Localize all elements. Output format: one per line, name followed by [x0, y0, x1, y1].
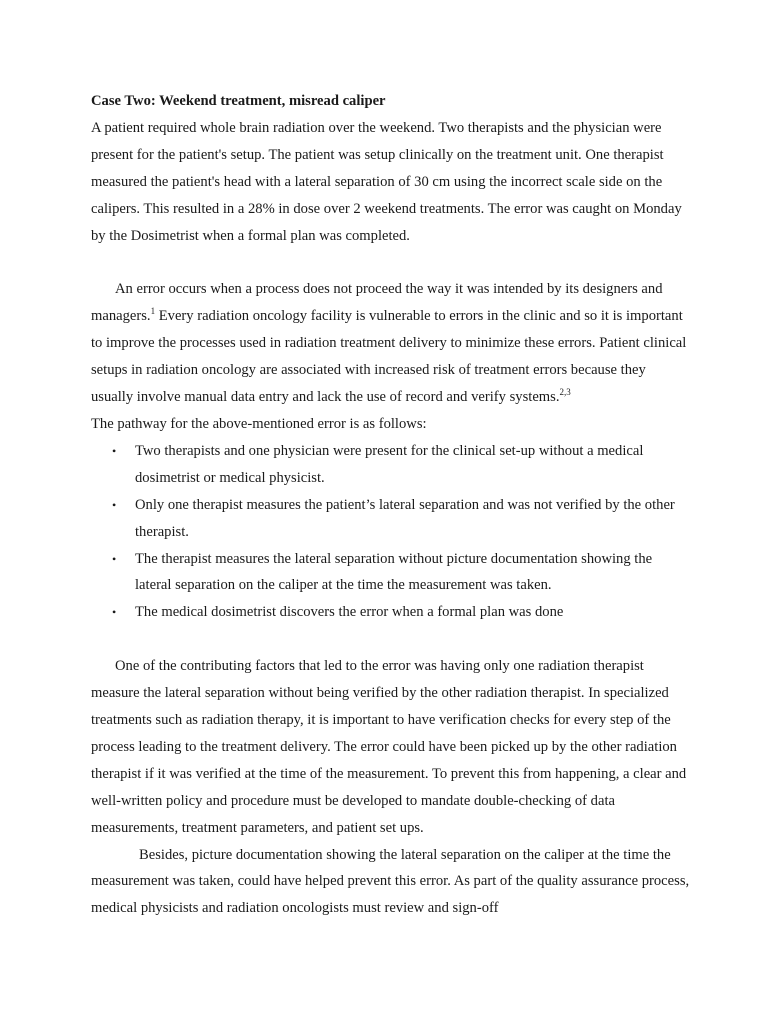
list-item: [91, 546, 691, 600]
paragraph-gap: [91, 626, 691, 653]
para2-part2: Every radiation oncology facility is vulnerable to errors in the clinic and so it is important to improve the processes used in radiation treatment delivery to minimize these errors. Patient clinical setups in radiation oncology are associated with increased risk of treatment errors because they usually involve manual data entry and lack the use of record and verify systems.: [91, 308, 687, 406]
contributing-factors-paragraph: One of the contributing factors that led to the error was having only one radiation therapist measure the lateral separation without being verified by the other radiation therapist. In specialized treatments such as radiation therapy, it is important to have verification checks for every step of the process leading to the treatment delivery. The error could have been picked up by the other radiation therapist if it was verified at the time of the measurement. To prevent this from happening, a clear and well-written policy and procedure must be developed to mandate double-checking of data measurements, treatment parameters, and patient set ups.: [91, 658, 687, 836]
list-item: [91, 492, 691, 546]
document-page: [91, 88, 691, 922]
bullet-icon: •: [112, 551, 117, 566]
paragraph-gap: [91, 249, 691, 276]
list-item: [91, 599, 691, 626]
pathway-intro: The pathway for the above-mentioned error is as follows:: [91, 415, 427, 432]
reference-2-3: 2,3: [559, 387, 571, 398]
list-item: [91, 438, 691, 492]
list-item-text: The therapist measures the lateral separation without picture documentation showing the lateral separation on the caliper at the time the measurement was taken.: [135, 550, 653, 594]
error-definition-paragraph: [91, 276, 691, 411]
bullet-icon: •: [112, 443, 117, 458]
para2-part1: An error occurs when a process does not proceed the way it was intended by its designers and managers.: [91, 281, 663, 325]
list-item-text: Only one therapist measures the patient’s lateral separation and was not verified by the other therapist.: [135, 496, 675, 540]
picture-documentation-paragraph: Besides, picture documentation showing the lateral separation on the caliper at the time the measurement was taken, could have helped prevent this error. As part of the quality assurance process, medical physicists and radiation oncologists must review and sign-off: [91, 846, 690, 917]
list-item-text: Two therapists and one physician were present for the clinical set-up without a medical dosimetrist or medical physicist.: [135, 442, 644, 486]
pathway-list: [91, 438, 691, 626]
case-heading: Case Two: Weekend treatment, misread caliper: [91, 93, 386, 109]
reference-1: 1: [150, 306, 156, 317]
case-description: A patient required whole brain radiation over the weekend. Two therapists and the physician were present for the patient's setup. The patient was setup clinically on the treatment unit. One therapist measured the patient's head with a lateral separation of 30 cm using the incorrect scale side on the calipers. This resulted in a 28% in dose over 2 weekend treatments. The error was caught on Monday by the Dosimetrist when a formal plan was completed.: [91, 119, 682, 244]
list-item-text: The medical dosimetrist discovers the error when a formal plan was done: [135, 604, 564, 621]
bullet-icon: •: [112, 605, 117, 620]
bullet-icon: •: [112, 497, 117, 512]
